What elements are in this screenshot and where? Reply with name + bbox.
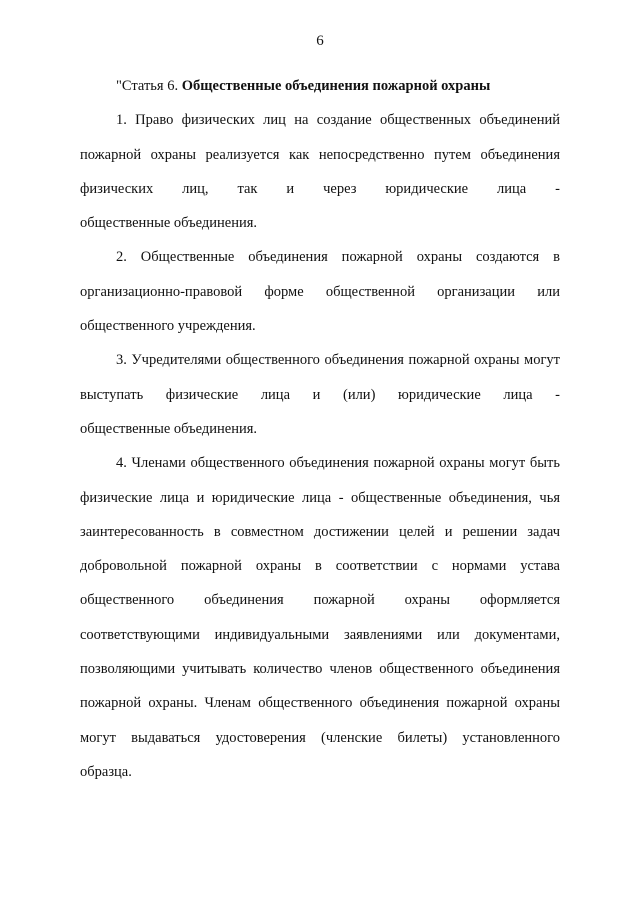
paragraph-2-tail: общественного учреждения. (80, 318, 256, 335)
paragraph-4-tail: образца. (80, 763, 132, 780)
article-heading (80, 69, 560, 103)
article-title: Общественные объединения пожарной охраны (181, 78, 491, 94)
article-prefix: "Статья 6. (116, 78, 182, 94)
paragraph-3-body: 3. Учредителями общественного объединения пожарной охраны могут выступать физические лица и (или) юридические лица - (80, 352, 560, 403)
page-number: 6 (316, 33, 324, 49)
paragraph-1 (80, 103, 560, 240)
paragraph-2 (80, 240, 560, 343)
paragraph-3 (80, 343, 560, 446)
paragraph-3-tail: общественные объединения. (80, 420, 258, 437)
paragraph-1-tail: общественные объединения. (80, 215, 258, 232)
paragraph-4 (80, 446, 560, 789)
paragraph-1-body: 1. Право физических лиц на создание общественных объединений пожарной охраны реализуется как непосредственно путем объединения физических лиц, так и через юридические лица - (80, 112, 560, 197)
article-content (80, 69, 560, 789)
paragraph-2-body: 2. Общественные объединения пожарной охраны создаются в организационно-правовой форме общественной организации или (80, 249, 560, 300)
paragraph-4-body: 4. Членами общественного объединения пожарной охраны могут быть физические лица и юридические лица - общественные объединения, чья заинтересованность в совместном достижении целей и решении задач добровольной пожарной охраны в соответствии с нормами устава общественного объединения пожарной охраны оформляется соответствующими индивидуальными заявлениями или документами, позволяющими учитывать количество членов общественного объединения пожарной охраны. Членам общественного объединения пожарной охраны могут выдаваться удостоверения (членские билеты) установленного (80, 455, 560, 746)
